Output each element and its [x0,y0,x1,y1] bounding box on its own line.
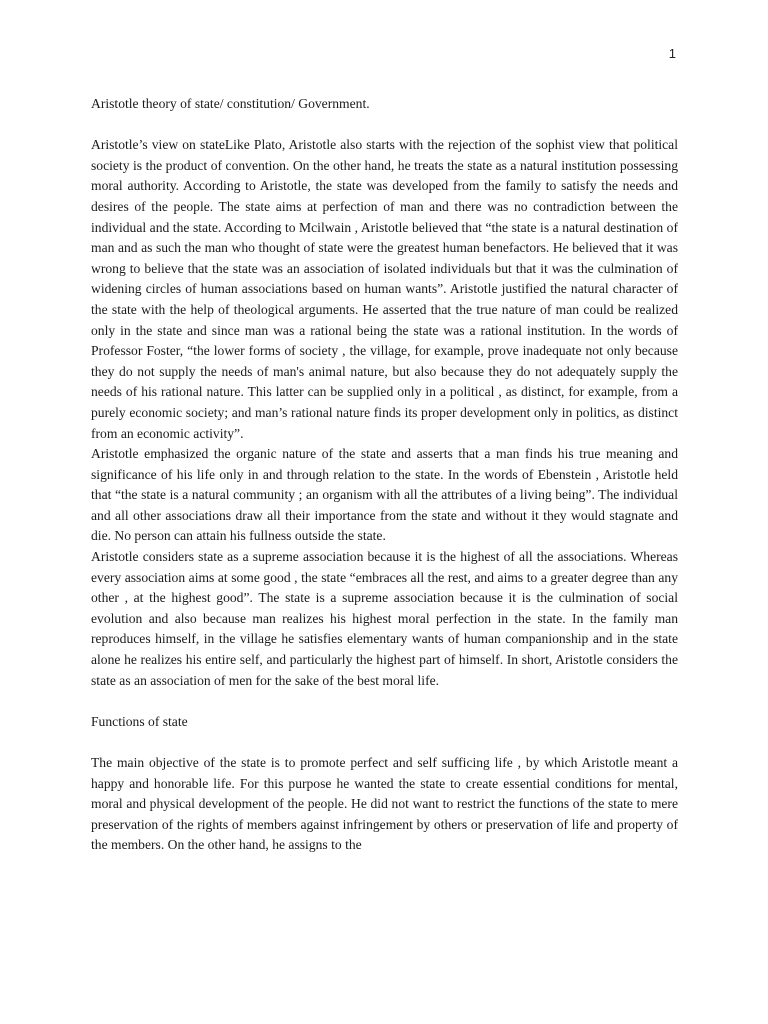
page-number: 1 [668,46,676,61]
document-body [91,94,678,856]
paragraph-1: Aristotle’s view on stateLike Plato, Aristotle also starts with the rejection of the sophist view that political society is the product of convention. On the other hand, he treats the state as a natural institution possessing moral authority. According to Aristotle, the state was developed from the family to satisfy the needs and desires of the people. The state aims at perfection of man and there was no contradiction between the individual and the state. According to Mcilwain , Aristotle believed that “the state is a natural destination of man and as such the man who thought of state were the greatest human benefactors. He believed that it was wrong to believe that the state was an association of isolated individuals but that it was the culmination of widening circles of human associations based on human wants”. Aristotle justified the natural character of the state with the help of theological arguments. He asserted that the true nature of man could be realized only in the state and since man was a rational being the state was a rational institution. In the words of Professor Foster, “the lower forms of society , the village, for example, prove inadequate not only because they do not supply the needs of man's animal nature, but also because they do not adequately supply the needs of his rational nature. This latter can be supplied only in a political , as distinct, for example, from a purely economic society; and man’s rational nature finds its proper development only in politics, as distinct from an economic activity”. [91,137,678,441]
section-heading: Functions of state [91,713,188,729]
paragraph-spacer [91,115,678,136]
document-title: Aristotle theory of state/ constitution/ Government. [91,96,370,111]
paragraph-2: Aristotle emphasized the organic nature of the state and asserts that a man finds his true meaning and significance of his life only in and through relation to the state. In the words of Ebenstein , Aristotle held that “the state is a natural community ; an organism with all the attributes of a living being”. The individual and all other associations draw all their importance from the state and without it they would stagnate and die. No person can attain his fullness outside the state. [91,446,678,544]
paragraph-spacer [91,732,678,753]
paragraph-3: Aristotle considers state as a supreme association because it is the highest of all the associations. Whereas every association aims at some good , the state “embraces all the rest, and aims to a greater degree than any other , at the highest good”. The state is a supreme association because it is the culmination of social evolution and also because man realizes his highest moral perfection in the state. In the family man reproduces himself, in the village he satisfies elementary wants of human companionship and in the state alone he realizes his entire self, and particularly the highest part of himself. In short, Aristotle considers the state as an association of men for the sake of the best moral life. [91,549,678,688]
section-paragraph: The main objective of the state is to promote perfect and self sufficing life , by which Aristotle meant a happy and honorable life. For this purpose he wanted the state to create essential conditions for mental, moral and physical development of the people. He did not want to restrict the functions of the state to mere preservation of the rights of members against infringement by others or preservation of life and property of the members. On the other hand, he assigns to the [91,755,678,853]
paragraph-spacer [91,691,678,712]
